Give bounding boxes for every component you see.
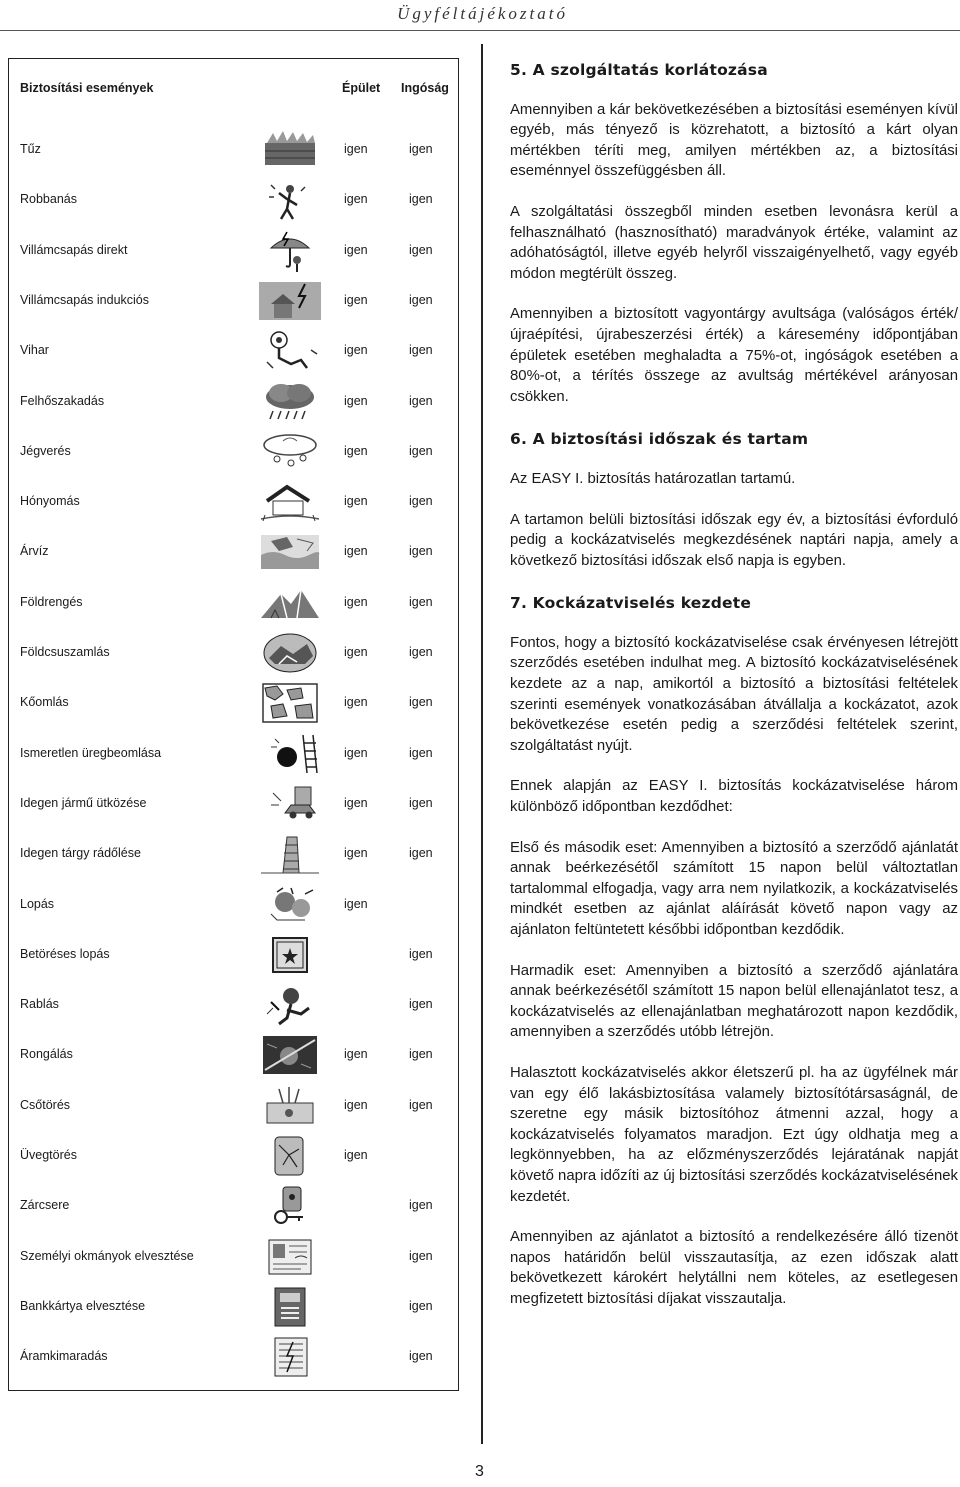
burglary-safe-icon xyxy=(257,934,323,976)
header-rule xyxy=(0,30,960,31)
pipe-burst-icon xyxy=(257,1085,323,1127)
contents-coverage: igen xyxy=(409,1248,433,1263)
building-coverage: igen xyxy=(344,645,368,659)
section-6-paragraph: A tartamon belüli biztosítási időszak egy év, a biztosítási évforduló pedig a kockázatviselés megkezdésének naptári napja, amely a következő biztosítási időszak első napja is egyben. xyxy=(510,511,958,569)
event-name: Bankkártya elvesztése xyxy=(20,1298,146,1313)
column-divider xyxy=(481,44,483,1444)
building-coverage: igen xyxy=(344,896,368,911)
explosion-icon xyxy=(257,179,323,221)
event-name: Vihar xyxy=(20,343,49,358)
contents-coverage: igen xyxy=(409,1198,433,1213)
glass-breakage-icon xyxy=(257,1135,323,1177)
contents-coverage: igen xyxy=(409,1298,433,1313)
building-coverage: igen xyxy=(344,494,368,509)
header-event: Biztosítási események xyxy=(20,81,154,95)
contents-coverage: igen xyxy=(409,443,433,458)
event-name: Rongálás xyxy=(20,1047,73,1062)
table-row xyxy=(9,829,458,879)
cave-in-icon xyxy=(257,733,323,775)
contents-coverage: igen xyxy=(409,997,433,1012)
lightning-house-icon xyxy=(257,280,323,322)
table-row xyxy=(9,980,458,1030)
event-name: Kőomlás xyxy=(20,695,69,710)
building-coverage: igen xyxy=(344,544,368,559)
table-row xyxy=(9,276,458,326)
flood-icon xyxy=(257,531,323,573)
event-name: Hónyomás xyxy=(20,494,80,509)
building-coverage: igen xyxy=(344,192,368,207)
event-name: Robbanás xyxy=(20,192,77,207)
building-coverage: igen xyxy=(344,1148,368,1162)
contents-coverage: igen xyxy=(409,846,433,861)
contents-coverage: igen xyxy=(409,343,433,358)
event-name: Árvíz xyxy=(20,544,49,559)
table-row xyxy=(9,427,458,477)
event-name: Villámcsapás direkt xyxy=(20,242,128,257)
table-row xyxy=(9,477,458,527)
lightning-umbrella-icon xyxy=(257,230,323,272)
event-name: Tűz xyxy=(20,142,41,156)
event-name: Felhőszakadás xyxy=(20,393,105,408)
contents-coverage: igen xyxy=(409,292,433,307)
event-name: Rablás xyxy=(20,997,59,1012)
table-row xyxy=(9,1282,458,1332)
contents-coverage: igen xyxy=(409,544,433,559)
bank-card-icon xyxy=(257,1286,323,1328)
event-name: Áramkimaradás xyxy=(20,1349,108,1364)
section-7-paragraph: Első és második eset: Amennyiben a biztosító a szerződő ajánlatát annak beérkezésétől számított 15 napon belül változtatlan tartalommal elfogadja, vagy arra nem nyilatkozik, a kockázatviselés mindkét esetben az ajánlat aláírását követő napon vagy az ajánlaton feltüntetett későbbi időpontban kezdődik. xyxy=(510,839,958,938)
building-coverage: igen xyxy=(344,343,368,358)
header-title: Ügyféltájékoztató xyxy=(397,4,568,23)
event-name: Jégverés xyxy=(20,443,71,458)
section-7-paragraph: Harmadik eset: Amennyiben a biztosító a szerződő ajánlatára annak beérkezésétől számított 15 napon belül ellenajánlatot tesz, a kockázatviselés az ellenajánlatban meghatározott napon kezdődik, amennyiben a szerződés utóbb létrejön. xyxy=(510,962,958,1041)
building-coverage: igen xyxy=(344,142,368,156)
table-row xyxy=(9,125,458,175)
table-row xyxy=(9,678,458,728)
table-row xyxy=(9,930,458,980)
section-7-paragraph: Halasztott kockázatviselés akkor életszerű pl. ha az ügyfélnek már van egy élő lakásbiztosítása valamely biztosítótársaságnál, de szeretne egy másik biztosítóhoz átmenni azzal, hogy a kockázatviselés folyamatos maradjon. Ezt úgy oldhatja meg a legkönnyebben, ha az előzményszerződés lejáratának napját követő napra időzíti az új biztosítási szerződés kockázatviselésének kezdetét. xyxy=(510,1064,958,1205)
hail-icon xyxy=(257,431,323,473)
lock-change-icon xyxy=(257,1185,323,1227)
contents-coverage: igen xyxy=(409,393,433,408)
table-row xyxy=(9,779,458,829)
section-7-paragraph: Fontos, hogy a biztosító kockázatviselése csak érvényesen létrejött szerződés esetében indulhat meg. A biztosító kockázatviselésének kezdete az a nap, amikortól a biztosító a biztosítási feltételek szerinti események vonatkozásában átvállalja a kockázatot, azok bekövetkezése esetén pedig a szerződési feltételek szerint, szolgáltatást nyújt. xyxy=(510,634,958,754)
header-contents: Ingóság xyxy=(401,81,449,95)
event-name: Földcsuszamlás xyxy=(20,645,110,659)
contents-coverage: igen xyxy=(409,192,433,207)
snow-pressure-icon xyxy=(257,481,323,523)
event-name: Üvegtörés xyxy=(20,1148,77,1162)
contents-coverage: igen xyxy=(409,795,433,810)
vandalism-icon xyxy=(257,1034,323,1076)
table-row xyxy=(9,1131,458,1181)
contents-coverage: igen xyxy=(409,242,433,257)
landslide-icon xyxy=(257,632,323,674)
page-number: 3 xyxy=(475,1463,484,1480)
event-name: Zárcsere xyxy=(20,1198,70,1213)
contents-coverage: igen xyxy=(409,1349,433,1364)
event-name: Idegen tárgy rádőlése xyxy=(20,846,141,861)
table-row xyxy=(9,628,458,678)
table-row xyxy=(9,880,458,930)
section-6-heading: 6. A biztosítási időszak és tartam xyxy=(510,430,809,449)
table-row xyxy=(9,1081,458,1131)
building-coverage: igen xyxy=(344,745,368,760)
storm-icon xyxy=(257,330,323,372)
table-row xyxy=(9,1332,458,1382)
section-5-heading: 5. A szolgáltatás korlátozása xyxy=(510,61,768,79)
contents-coverage: igen xyxy=(409,594,433,609)
section-5-paragraph: Amennyiben a biztosított vagyontárgy avultsága (valóságos érték/újraépítési, újrabeszerzési érték) a káresemény időpontjában épületek esetében meghaladta a 75%-ot, ingóságok esetében a 80%-ot, a térítés összege az avultság mértékével arányosan csökken. xyxy=(510,306,958,405)
earthquake-icon xyxy=(257,582,323,624)
event-name: Betöréses lopás xyxy=(20,946,110,961)
event-name: Lopás xyxy=(20,896,55,911)
section-7-heading: 7. Kockázatviselés kezdete xyxy=(510,594,752,613)
section-6-paragraph: Az EASY I. biztosítás határozatlan tartamú. xyxy=(510,470,796,487)
event-name: Személyi okmányok elvesztése xyxy=(20,1248,194,1263)
section-5-paragraph: A szolgáltatási összegből minden esetben levonásra kerül a felhasználható (hasznosítható) maradványok értéke, valamint az adóhatóságtól, illetve egyéb helyről visszaigényelhető, vagy egyéb módon megtérült összeg. xyxy=(510,203,958,282)
building-coverage: igen xyxy=(344,1097,368,1112)
contents-coverage: igen xyxy=(409,645,433,659)
event-name: Földrengés xyxy=(20,594,83,609)
building-coverage: igen xyxy=(344,242,368,257)
table-header-row xyxy=(9,59,458,116)
text-column xyxy=(510,60,958,1330)
table-row xyxy=(9,527,458,577)
leaning-tower-icon xyxy=(257,833,323,875)
robbery-icon xyxy=(257,984,323,1026)
building-coverage: igen xyxy=(344,795,368,810)
section-7-paragraph: Ennek alapján az EASY I. biztosítás kockázatviselése három különböző időpontban kezdődhet: xyxy=(510,778,958,816)
building-coverage: igen xyxy=(344,846,368,861)
building-coverage: igen xyxy=(344,292,368,307)
table-row xyxy=(9,226,458,276)
theft-icon xyxy=(257,884,323,926)
table-row xyxy=(9,1232,458,1282)
contents-coverage: igen xyxy=(409,946,433,961)
contents-coverage: igen xyxy=(409,142,433,156)
table-row xyxy=(9,377,458,427)
fire-icon xyxy=(257,129,323,171)
contents-coverage: igen xyxy=(409,745,433,760)
event-name: Ismeretlen üregbeomlása xyxy=(20,745,162,760)
building-coverage: igen xyxy=(344,443,368,458)
table-row xyxy=(9,578,458,628)
section-7-paragraph: Amennyiben az ajánlatot a biztosító a rendelkezésére álló tizenöt napos határidőn belül visszautasítja, az ezen időszak alatt bekövetkezett károkért helytállni nem köteles, az esetlegesen megfizetett biztosítási díjakat visszautalja. xyxy=(510,1229,958,1307)
id-document-icon xyxy=(257,1236,323,1278)
contents-coverage: igen xyxy=(409,1047,433,1062)
table-row xyxy=(9,729,458,779)
building-coverage: igen xyxy=(344,594,368,609)
section-5-paragraph: Amennyiben a kár bekövetkezésében a biztosítási eseményen kívül egyéb, más tényező is közrehatott, a biztosító a kárt olyan mértékben téríti meg, amilyen mértékben az, a biztosítási eseménnyel összefüggésben áll. xyxy=(510,101,958,180)
event-name: Idegen jármű ütközése xyxy=(20,795,147,810)
contents-coverage: igen xyxy=(409,1097,433,1112)
rockfall-icon xyxy=(257,682,323,724)
building-coverage: igen xyxy=(344,1047,368,1062)
table-row xyxy=(9,1030,458,1080)
building-coverage: igen xyxy=(344,393,368,408)
table-row xyxy=(9,1181,458,1231)
power-outage-icon xyxy=(257,1336,323,1378)
table-row xyxy=(9,175,458,225)
building-coverage: igen xyxy=(344,695,368,710)
contents-coverage: igen xyxy=(409,695,433,710)
header-building: Épület xyxy=(342,81,381,95)
table-row xyxy=(9,326,458,376)
cloudburst-icon xyxy=(257,381,323,423)
event-name: Csőtörés xyxy=(20,1097,71,1112)
contents-coverage: igen xyxy=(409,494,433,509)
vehicle-collision-icon xyxy=(257,783,323,825)
event-name: Villámcsapás indukciós xyxy=(20,292,149,307)
coverage-table xyxy=(8,58,459,1391)
